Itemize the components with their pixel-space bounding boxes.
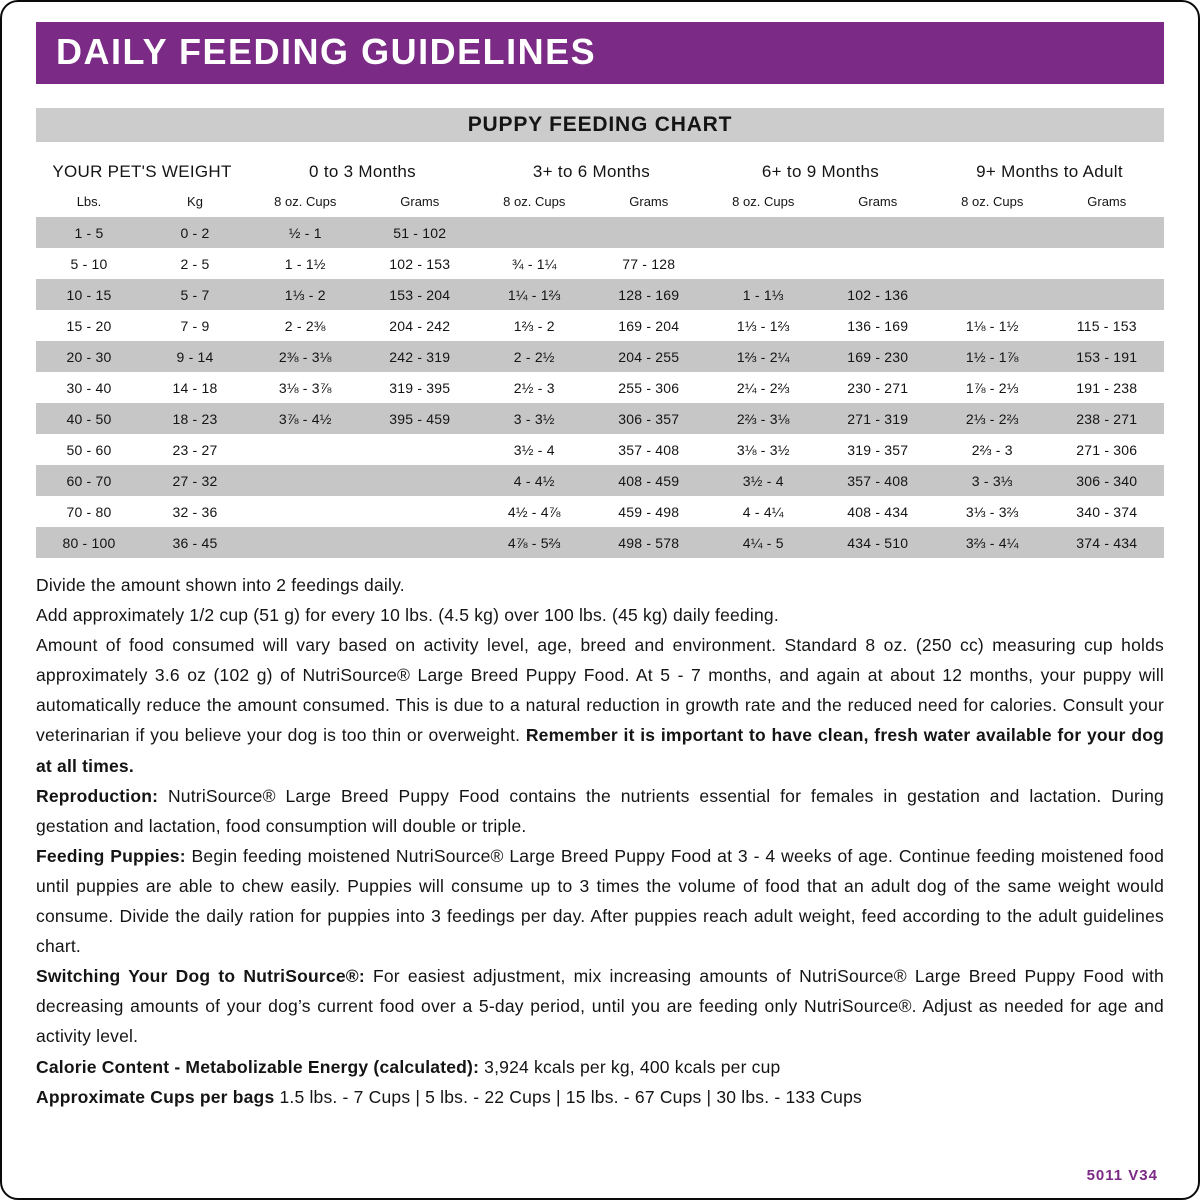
note-text: NutriSource® Large Breed Puppy Food contains the nutrients essential for females in gestation and lactation. During gestation and lactation, food consumption will double or triple. [36, 785, 1164, 836]
table-row [36, 248, 1164, 279]
table-cell [477, 217, 592, 248]
table-cell: 51 - 102 [393, 224, 447, 241]
table-cell: 306 - 357 [618, 410, 680, 427]
note-text: Add approximately 1/2 cup (51 g) for every 10 lbs. (4.5 kg) over 100 lbs. (45 kg) daily feeding. [36, 605, 779, 626]
table-cell: 10 - 15 [66, 286, 112, 303]
table-cell [592, 217, 707, 248]
table-cell: 2½ - 3 [513, 379, 555, 396]
table-cell: 7 - 9 [180, 317, 210, 334]
table-cell: 136 - 169 [847, 317, 909, 334]
table-cell: 230 - 271 [847, 379, 909, 396]
note-paragraph [36, 961, 1164, 1051]
table-row [36, 279, 1164, 310]
table-body [36, 217, 1164, 558]
table-cell: 27 - 32 [172, 472, 218, 489]
table-cell: 3 - 3⅓ [971, 472, 1013, 489]
table-cell: 191 - 238 [1076, 379, 1138, 396]
table-cell: 153 - 191 [1076, 348, 1138, 365]
table-cell: 60 - 70 [66, 472, 112, 489]
table-cell: ¾ - 1¼ [511, 255, 557, 272]
note-text: 1.5 lbs. - 7 Cups | 5 lbs. - 22 Cups | 15 lbs. - 67 Cups | 30 lbs. - 133 Cups [279, 1086, 862, 1107]
column-sub-header: 8 oz. Cups [961, 194, 1024, 209]
note-paragraph [36, 781, 1164, 841]
column-group-header: 9+ Months to Adult [976, 162, 1123, 181]
page-title: DAILY FEEDING GUIDELINES [56, 31, 597, 72]
table-row [36, 372, 1164, 403]
table-cell: 271 - 319 [847, 410, 909, 427]
table-cell: 4¼ - 5 [742, 534, 784, 551]
column-sub-header: 8 oz. Cups [732, 194, 795, 209]
column-group-header: 0 to 3 Months [309, 162, 416, 181]
column-sub-header: Grams [629, 194, 669, 209]
table-cell: 357 - 408 [847, 472, 909, 489]
table-cell: 3½ - 4 [513, 441, 555, 458]
table-cell: 0 - 2 [180, 224, 210, 241]
note-paragraph [36, 630, 1164, 780]
table-cell [1050, 279, 1165, 310]
table-cell: 70 - 80 [66, 503, 112, 520]
note-paragraph [36, 570, 1164, 600]
table-cell: 3⅞ - 4½ [278, 410, 332, 427]
table-row [36, 217, 1164, 248]
table-cell: 3⅓ - 3⅔ [965, 503, 1019, 520]
table-cell [1050, 217, 1165, 248]
table-cell: 374 - 434 [1076, 534, 1138, 551]
table-cell: 242 - 319 [389, 348, 451, 365]
table-cell: 3⅛ - 3½ [736, 441, 790, 458]
table-cell: 4 - 4¼ [742, 503, 784, 520]
table-cell: 20 - 30 [66, 348, 112, 365]
footer-code: 5011 V34 [1086, 1167, 1158, 1184]
table-cell: 204 - 255 [618, 348, 680, 365]
table-cell: 14 - 18 [172, 379, 218, 396]
note-bold-text: Calorie Content - Metabolizable Energy (calculated): [36, 1056, 485, 1077]
table-cell: 3⅔ - 4¼ [965, 534, 1019, 551]
table-cell: 4½ - 4⅞ [507, 503, 561, 520]
table-cell: 1⅔ - 2 [513, 317, 555, 334]
note-bold-text: Remember it is important to have clean, fresh water available for your dog at all times. [36, 725, 1164, 776]
column-sub-header: Grams [1087, 194, 1127, 209]
table-cell [1050, 248, 1165, 279]
table-cell [935, 248, 1050, 279]
table-cell: 408 - 459 [618, 472, 680, 489]
table-cell: 2 - 5 [180, 255, 210, 272]
table-cell: ½ - 1 [288, 224, 322, 241]
note-paragraph [36, 1082, 1164, 1112]
table-row [36, 465, 1164, 496]
table-cell: 434 - 510 [847, 534, 909, 551]
table-cell: 2⅔ - 3⅛ [736, 410, 790, 427]
column-sub-header: Grams [400, 194, 440, 209]
table-cell: 2¼ - 2⅔ [736, 379, 790, 396]
table-cell: 3⅛ - 3⅞ [278, 379, 332, 396]
table-cell: 102 - 153 [389, 255, 451, 272]
table-cell: 357 - 408 [618, 441, 680, 458]
table-cell [248, 434, 363, 465]
note-bold-text: Reproduction: [36, 785, 168, 806]
chart-title: PUPPY FEEDING CHART [36, 108, 1164, 142]
note-text: 3,924 kcals per kg, 400 kcals per cup [484, 1056, 781, 1077]
note-text: Amount of food consumed will vary based on activity level, age, breed and environment. Standard 8 oz. (250 cc) measuring cup holds approximately 3.6 oz (102 g) of NutriSource® Large Breed Puppy Food. At 5 - 7 months, and again at about 12 months, your puppy will automatically reduce the amount consumed. This is due to a natural reduction in growth rate and the reduced need for calories. Consult your veterinarian if you believe your dog is too thin or overweight. [36, 635, 1164, 746]
table-cell: 340 - 374 [1076, 503, 1138, 520]
table-cell: 1½ - 1⅞ [965, 348, 1019, 365]
column-sub-header: Kg [187, 194, 203, 209]
table-cell [363, 527, 478, 558]
note-bold-text: Feeding Puppies: [36, 845, 192, 866]
table-cell: 1¼ - 1⅔ [507, 286, 561, 303]
table-cell: 1 - 1⅓ [742, 286, 784, 303]
table-cell: 4⅞ - 5⅔ [507, 534, 561, 551]
table-cell: 319 - 357 [847, 441, 909, 458]
table-cell: 153 - 204 [389, 286, 451, 303]
table-cell: 271 - 306 [1076, 441, 1138, 458]
note-text: Begin feeding moistened NutriSource® Large Breed Puppy Food at 3 - 4 weeks of age. Continue feeding moistened food until puppies are able to chew easily. Puppies will consume up to 3 times the volume of food that an adult dog of the same weight would consume. Divide the daily ration for puppies into 3 feedings per day. After puppies reach adult weight, feed according to the adult guidelines chart. [36, 845, 1164, 957]
column-group-header: 3+ to 6 Months [532, 162, 651, 181]
note-text: Divide the amount shown into 2 feedings daily. [36, 575, 405, 595]
table-cell: 18 - 23 [172, 410, 218, 427]
table-cell: 32 - 36 [172, 503, 218, 520]
column-sub-header: 8 oz. Cups [274, 194, 337, 209]
table-row [36, 496, 1164, 527]
table-cell: 3½ - 4 [742, 472, 784, 489]
column-sub-header: Grams [858, 194, 898, 209]
table-cell: 2⅔ - 3 [971, 441, 1013, 458]
table-cell: 77 - 128 [622, 255, 676, 272]
table-cell: 1⅞ - 2⅓ [965, 379, 1019, 396]
table-cell: 3 - 3½ [513, 410, 555, 427]
table-cell [706, 248, 821, 279]
table-cell: 319 - 395 [389, 379, 451, 396]
column-sub-header: Lbs. [76, 194, 102, 209]
table-cell: 255 - 306 [618, 379, 680, 396]
table-cell: 15 - 20 [66, 317, 112, 334]
table-cell: 2 - 2⅜ [284, 317, 326, 334]
table-cell: 5 - 7 [180, 286, 210, 303]
column-group-header: 6+ to 9 Months [761, 162, 880, 181]
table-cell [821, 217, 936, 248]
table-cell: 169 - 204 [618, 317, 680, 334]
table-header [36, 146, 1164, 217]
notes-section [36, 570, 1164, 1112]
note-paragraph [36, 600, 1164, 630]
table-cell: 204 - 242 [389, 317, 451, 334]
table-row [36, 527, 1164, 558]
table-cell: 2⅓ - 2⅔ [965, 410, 1019, 427]
table-cell: 1 - 5 [74, 224, 104, 241]
note-paragraph [36, 841, 1164, 961]
sub-header-row [36, 192, 1164, 217]
table-cell [248, 496, 363, 527]
table-cell [363, 496, 478, 527]
table-cell: 1⅛ - 1½ [965, 317, 1019, 334]
table-row [36, 403, 1164, 434]
table-cell: 80 - 100 [62, 534, 116, 551]
table-cell: 128 - 169 [618, 286, 680, 303]
table-cell: 1⅔ - 2¼ [736, 348, 790, 365]
table-cell: 102 - 136 [847, 286, 909, 303]
table-cell [935, 279, 1050, 310]
table-row [36, 310, 1164, 341]
table-cell: 306 - 340 [1076, 472, 1138, 489]
table-cell: 1⅓ - 2 [284, 286, 326, 303]
column-sub-header: 8 oz. Cups [503, 194, 566, 209]
table-cell: 2⅜ - 3⅛ [278, 348, 332, 365]
table-cell: 5 - 10 [70, 255, 108, 272]
table-cell: 498 - 578 [618, 534, 680, 551]
table-cell: 9 - 14 [176, 348, 214, 365]
table-cell: 169 - 230 [847, 348, 909, 365]
table-cell: 2 - 2½ [513, 348, 555, 365]
table-row [36, 434, 1164, 465]
table-cell [706, 217, 821, 248]
banner [36, 22, 1164, 84]
table-cell: 1⅓ - 1⅔ [736, 317, 790, 334]
table-cell: 395 - 459 [389, 410, 451, 427]
table-cell: 50 - 60 [66, 441, 112, 458]
table-cell [363, 434, 478, 465]
table-cell: 23 - 27 [172, 441, 218, 458]
table-cell: 30 - 40 [66, 379, 112, 396]
column-group-header: YOUR PET'S WEIGHT [52, 162, 232, 181]
table-cell: 238 - 271 [1076, 410, 1138, 427]
table-cell [248, 465, 363, 496]
note-paragraph [36, 1052, 1164, 1082]
table-cell: 408 - 434 [847, 503, 909, 520]
table-cell [363, 465, 478, 496]
table-row [36, 341, 1164, 372]
note-bold-text: Switching Your Dog to NutriSource®: [36, 966, 373, 987]
table-cell [821, 248, 936, 279]
table-cell: 459 - 498 [618, 503, 680, 520]
feeding-chart-table [36, 146, 1164, 558]
note-text: For easiest adjustment, mix increasing amounts of NutriSource® Large Breed Puppy Food with decreasing amounts of your dog’s current food over a 5-day period, until you are feeding only NutriSource®. Adjust as needed for age and activity level. [36, 966, 1164, 1047]
table-cell [935, 217, 1050, 248]
table-cell [248, 527, 363, 558]
group-header-row [36, 146, 1164, 192]
table-cell: 40 - 50 [66, 410, 112, 427]
table-cell: 4 - 4½ [513, 472, 555, 489]
note-bold-text: Approximate Cups per bags [36, 1086, 280, 1107]
table-cell: 36 - 45 [172, 534, 218, 551]
table-cell: 1 - 1½ [284, 255, 326, 272]
table-cell: 115 - 153 [1076, 317, 1137, 334]
